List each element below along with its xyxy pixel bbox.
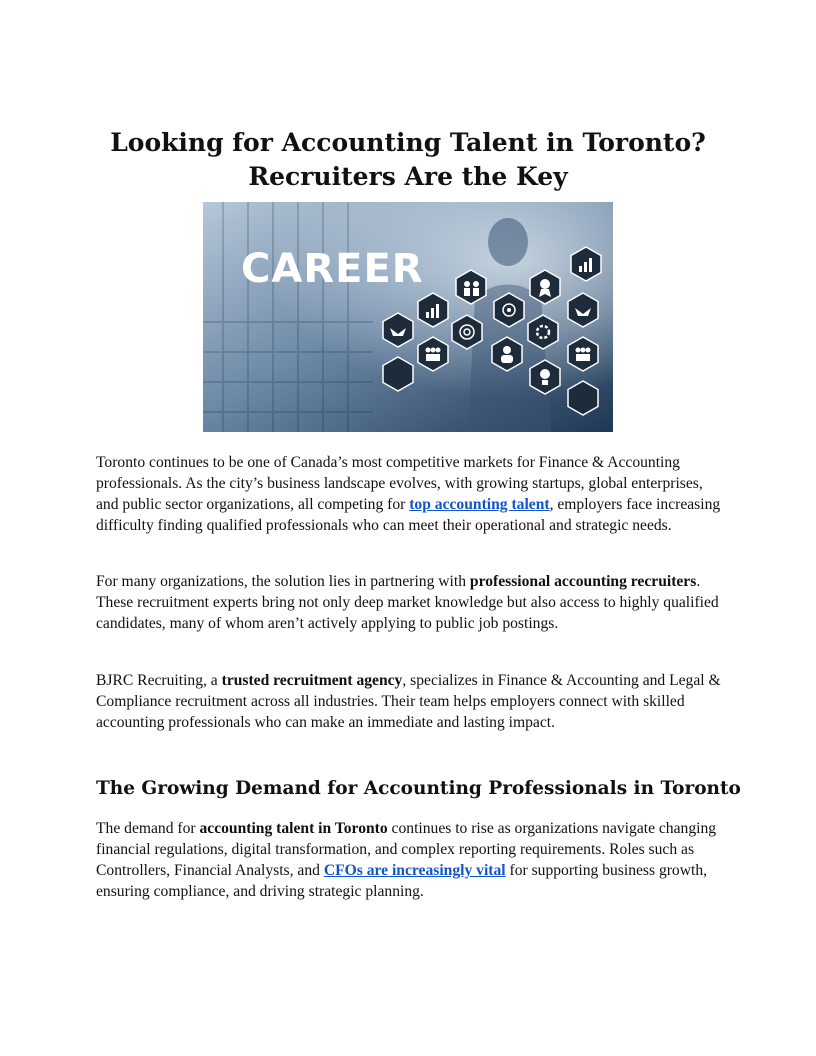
top-accounting-talent-link[interactable]: top accounting talent — [409, 496, 550, 513]
hex-icon-13 — [530, 360, 560, 394]
hex-icon-12 — [568, 337, 598, 371]
p4-text-3: for supporting business growth, ensuring compliance, and driving strategic planning. — [96, 862, 708, 900]
p2-bold: professional accounting recruiters — [469, 573, 697, 590]
title-line-1: Looking for Accounting Talent in Toronto? — [110, 128, 706, 157]
section-heading: The Growing Demand for Accounting Professionals in Toronto — [96, 778, 741, 799]
hero-career-text: CAREER — [241, 246, 424, 292]
p2-text-1: For many organizations, the solution lies in partnering with — [96, 573, 470, 590]
p3-text-1: BJRC Recruiting, a — [96, 672, 222, 689]
hex-icon-9 — [528, 315, 558, 349]
recruiters-paragraph — [96, 571, 726, 634]
hex-icon-8 — [452, 315, 482, 349]
hex-icon-11 — [492, 337, 522, 371]
intro-paragraph — [96, 452, 726, 536]
hex-icon-4 — [494, 293, 524, 327]
hex-icon-5 — [418, 293, 448, 327]
p1-text-1: Toronto continues to be one of Canada’s most competitive markets for Finance & Accounting professionals. As the city’s business landscape evolves, with growing startups, global enterprises, and public sector organizations, all competing for — [96, 454, 703, 513]
hex-icon-15 — [568, 381, 598, 415]
p3-bold: trusted recruitment agency — [221, 672, 403, 689]
hex-icon-2 — [571, 247, 601, 281]
hex-icon-1 — [456, 270, 486, 304]
demand-paragraph — [96, 818, 726, 902]
hex-icon-14 — [383, 357, 413, 391]
page-title — [60, 126, 756, 194]
bjrc-paragraph — [96, 670, 726, 733]
p4-text-1: The demand for — [96, 820, 200, 837]
hex-icon-3 — [530, 270, 560, 304]
p4-text-2: continues to rise as organizations navigate changing financial regulations, digital transformation, and complex reporting requirements. Roles such as Controllers, Financial Analysts, and — [96, 820, 717, 879]
p3-text-2: , specializes in Finance & Accounting and Legal & Compliance recruitment across all industries. Their team helps employers connect with skilled accounting professionals who can make an immediate and lasting impact. — [96, 672, 721, 731]
p4-bold: accounting talent in Toronto — [199, 820, 388, 837]
hex-icon-10 — [418, 337, 448, 371]
title-line-2: Recruiters Are the Key — [248, 162, 568, 191]
career-hero-image — [203, 202, 613, 432]
cfos-link[interactable]: CFOs are increasingly vital — [323, 862, 506, 879]
hex-icon-7 — [383, 313, 413, 347]
hex-icon-6 — [568, 293, 598, 327]
p2-text-2: . These recruitment experts bring not only deep market knowledge but also access to highly qualified candidates, many of whom aren’t actively applying to public job postings. — [96, 573, 719, 632]
p1-text-2: , employers face increasing difficulty finding qualified professionals who can meet their operational and strategic needs. — [96, 496, 721, 534]
